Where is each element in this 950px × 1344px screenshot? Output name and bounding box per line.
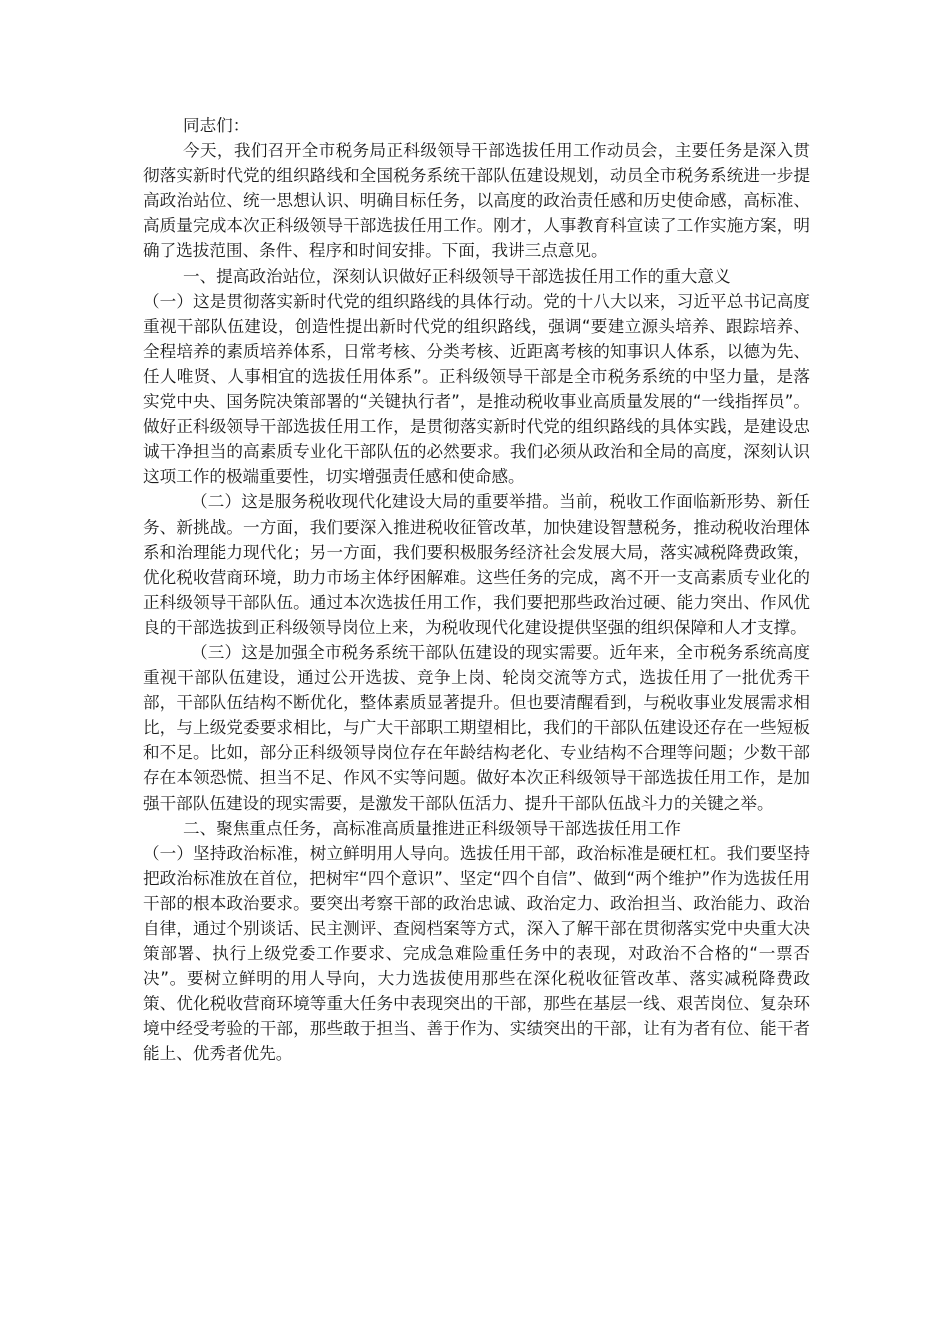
section-heading-1: 一、提高政治站位，深刻认识做好正科级领导干部选拔任用工作的重大意义: [183, 266, 731, 286]
salutation: 同志们：: [183, 116, 250, 135]
document-body: [143, 113, 810, 1067]
paragraph-1-2: （二）这是服务税收现代化建设大局的重要举措。当前，税收工作面临新形势、新任务、新挑战。一方面，我们要深入推进税收征管改革，加快建设智慧税务，推动税收治理体系和治理能力现代化；另一方面，我们要积极服务经济社会发展大局，落实减税降费政策，优化税收营商环境，助力市场主体纾困解难。这些任务的完成，离不开一支高素质专业化的正科级领导干部队伍。通过本次选拔任用工作，我们要把那些政治过硬、能力突出、作风优良的干部选拔到正科级领导岗位上来，为税收现代化建设提供坚强的组织保障和人才支撑。: [143, 492, 810, 637]
paragraph-intro: 今天，我们召开全市税务局正科级领导干部选拔任用工作动员会，主要任务是深入贯彻落实新时代党的组织路线和全国税务系统干部队伍建设规划，动员全市税务系统进一步提高政治站位、统一思想认识、明确目标任务，以高度的政治责任感和历史使命感，高标准、高质量完成本次正科级领导干部选拔任用工作。刚才，人事教育科宣读了工作实施方案，明确了选拔范围、条件、程序和时间安排。下面，我讲三点意见。: [143, 141, 810, 261]
paragraph-2-1: （一）坚持政治标准，树立鲜明用人导向。选拔任用干部，政治标准是硬杠杠。我们要坚持把政治标准放在首位，把树牢“四个意识”、坚定“四个自信”、做到“两个维护”作为选拔任用干部的根本政治要求。要突出考察干部的政治忠诚、政治定力、政治担当、政治能力、政治自律，通过个别谈话、民主测评、查阅档案等方式，深入了解干部在贯彻落实党中央重大决策部署、执行上级党委工作要求、完成急难险重任务中的表现，对政治不合格的“一票否决”。要树立鲜明的用人导向，大力选拔使用那些在深化税收征管改革、落实减税降费政策、优化税收营商环境等重大任务中表现突出的干部，那些在基层一线、艰苦岗位、复杂环境中经受考验的干部，那些敢于担当、善于作为、实绩突出的干部，让有为者有位、能干者能上、优秀者优先。: [143, 843, 810, 1064]
paragraph-1-3: （三）这是加强全市税务系统干部队伍建设的现实需要。近年来，全市税务系统高度重视干部队伍建设，通过公开选拔、竞争上岗、轮岗交流等方式，选拔任用了一批优秀干部，干部队伍结构不断优化，整体素质显著提升。但也要清醒看到，与税收事业发展需求相比，与上级党委要求相比，与广大干部职工期望相比，我们的干部队伍建设还存在一些短板和不足。比如，部分正科级领导岗位存在年龄结构老化、专业结构不合理等问题；少数干部存在本领恐慌、担当不足、作风不实等问题。做好本次正科级领导干部选拔任用工作，是加强干部队伍建设的现实需要，是激发干部队伍活力、提升干部队伍战斗力的关键之举。: [143, 642, 810, 813]
section-heading-2: 二、聚焦重点任务，高标准高质量推进正科级领导干部选拔任用工作: [183, 818, 681, 838]
paragraph-1-1: （一）这是贯彻落实新时代党的组织路线的具体行动。党的十八大以来，习近平总书记高度重视干部队伍建设，创造性提出新时代党的组织路线，强调“要建立源头培养、跟踪培养、全程培养的素质培养体系，日常考核、分类考核、近距离考核的知事识人体系，以德为先、任人唯贤、人事相宜的选拔任用体系”。正科级领导干部是全市税务系统的中坚力量，是落实党中央、国务院决策部署的“关键执行者”，是推动税收事业高质量发展的“一线指挥员”。做好正科级领导干部选拔任用工作，是贯彻落实新时代党的组织路线的具体实践，是建设忠诚干净担当的高素质专业化干部队伍的必然要求。我们必须从政治和全局的高度，深刻认识这项工作的极端重要性，切实增强责任感和使命感。: [143, 291, 810, 487]
